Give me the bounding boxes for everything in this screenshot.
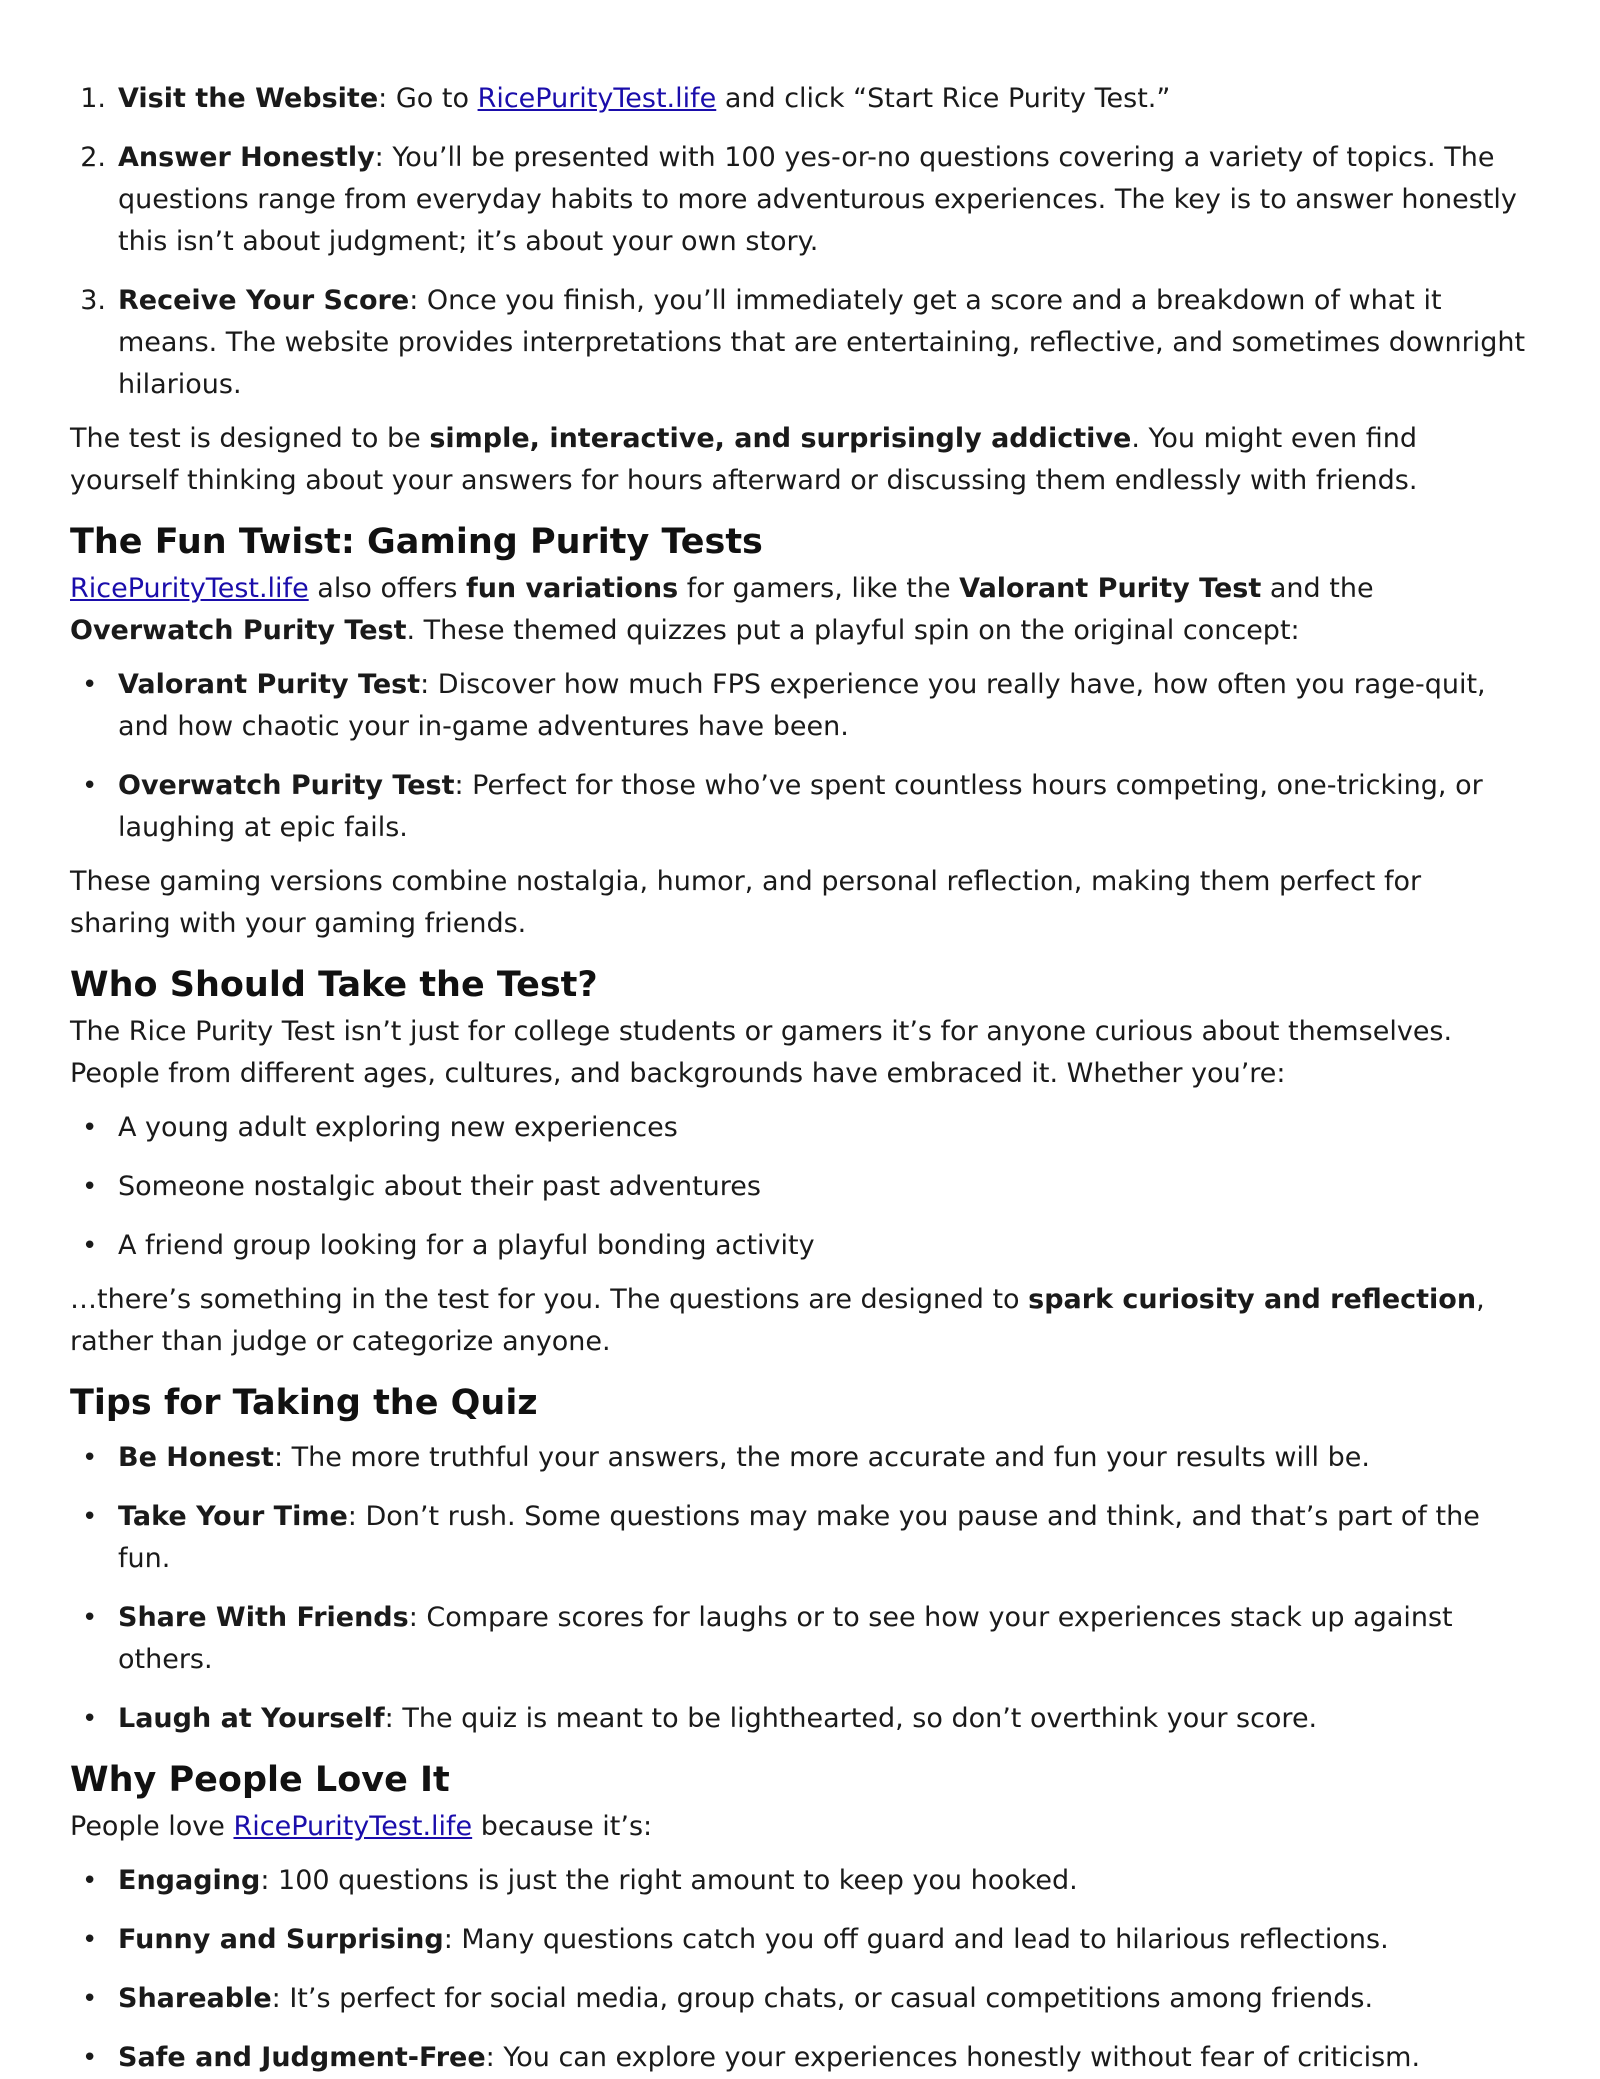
bullet-icon: • (82, 1502, 98, 1532)
para-text: also offers (308, 573, 466, 604)
gaming-outro: These gaming versions combine nostalgia, humor, and personal reflection, making them perfect for sharing with your gaming friends. (70, 866, 1422, 939)
list-item (70, 1698, 1530, 1740)
para-text: , rather than judge or categorize anyone. (70, 1284, 1485, 1357)
item-text: : Many questions catch you off guard and lead to hilarious reflections. (443, 1924, 1389, 1955)
list-item (70, 1107, 1530, 1149)
bullet-icon: • (82, 1113, 98, 1143)
bullet-icon: • (82, 1172, 98, 1202)
list-number: 2. (80, 142, 106, 173)
para-bold: Overwatch Purity Test (70, 615, 407, 646)
item-title: Laugh at Yourself (118, 1703, 385, 1734)
bullet-icon: • (82, 1231, 98, 1261)
steps-list (70, 78, 1530, 406)
para-text: . You might even find yourself thinking about your answers for hours afterward or discussing them endlessly with friends. (70, 423, 1418, 496)
item-text: : You can explore your experiences honestly without fear of criticism. (485, 2042, 1421, 2073)
site-link[interactable]: RicePurityTest.life (477, 83, 717, 114)
section-heading-tips: Tips for Taking the Quiz (70, 1383, 538, 1423)
list-item (70, 1978, 1530, 2020)
list-item (70, 2037, 1530, 2079)
site-link[interactable]: RicePurityTest.life (70, 573, 309, 604)
item-text: Someone nostalgic about their past adventures (118, 1171, 761, 1202)
list-item (70, 1919, 1530, 1961)
list-item (70, 280, 1530, 406)
who-intro: The Rice Purity Test isn’t just for college students or gamers it’s for anyone curious about themselves. People from different ages, cultures, and backgrounds have embraced it. Whether you’re: (70, 1016, 1453, 1089)
item-title: Valorant Purity Test (118, 669, 421, 700)
para-bold: fun variations (465, 573, 679, 604)
bullet-icon: • (82, 1866, 98, 1896)
tips-list (70, 1437, 1530, 1740)
love-list (70, 1860, 1530, 2079)
item-text: : It’s perfect for social media, group chats, or casual competitions among friends. (271, 1983, 1374, 2014)
para-text: because it’s: (472, 1811, 653, 1842)
list-item (70, 664, 1530, 748)
list-number: 3. (80, 285, 106, 316)
item-title: Visit the Website (118, 83, 379, 114)
bullet-icon: • (82, 1603, 98, 1633)
list-item (70, 1437, 1530, 1479)
list-item (70, 765, 1530, 849)
design-paragraph (70, 418, 1530, 502)
list-item (70, 1225, 1530, 1267)
item-text: A young adult exploring new experiences (118, 1112, 678, 1143)
item-title: Share With Friends (118, 1602, 409, 1633)
item-text: : Once you finish, you’ll immediately get a score and a breakdown of what it means. The website provides interpretations that are entertaining, reflective, and sometimes downright hilarious. (118, 285, 1526, 400)
who-outro (70, 1279, 1530, 1363)
item-title: Overwatch Purity Test (118, 770, 455, 801)
item-text: : The more truthful your answers, the more accurate and fun your results will be. (273, 1442, 1370, 1473)
para-text: …there’s something in the test for you. The questions are designed to (70, 1284, 1029, 1315)
item-text: : Perfect for those who’ve spent countless hours competing, one-tricking, or laughing at epic fails. (118, 770, 1483, 843)
item-title: Be Honest (118, 1442, 274, 1473)
item-text: : Don’t rush. Some questions may make you pause and think, and that’s part of the fun. (118, 1501, 1480, 1574)
item-title: Safe and Judgment-Free (118, 2042, 486, 2073)
bullet-icon: • (82, 2043, 98, 2073)
item-text: and click “Start Rice Purity Test.” (716, 83, 1171, 114)
bullet-icon: • (82, 1443, 98, 1473)
bullet-icon: • (82, 771, 98, 801)
who-list (70, 1107, 1530, 1267)
list-item (70, 1166, 1530, 1208)
item-text: : Discover how much FPS experience you really have, how often you rage-quit, and how chaotic your in-game adventures have been. (118, 669, 1486, 742)
para-text: People love (70, 1811, 234, 1842)
item-title: Answer Honestly (118, 142, 375, 173)
item-text: : You’ll be presented with 100 yes-or-no questions covering a variety of topics. The questions range from everyday habits to more adventurous experiences. The key is to answer honestly this isn’t about judgment; it’s about your own story. (118, 142, 1517, 257)
item-title: Receive Your Score (118, 285, 410, 316)
item-title: Take Your Time (118, 1501, 348, 1532)
bullet-icon: • (82, 1925, 98, 1955)
item-title: Shareable (118, 1983, 272, 2014)
para-bold: Valorant Purity Test (959, 573, 1262, 604)
item-text: : The quiz is meant to be lighthearted, so don’t overthink your score. (384, 1703, 1318, 1734)
item-title: Funny and Surprising (118, 1924, 444, 1955)
item-text: : Compare scores for laughs or to see how your experiences stack up against others. (118, 1602, 1453, 1675)
item-text: A friend group looking for a playful bonding activity (118, 1230, 815, 1261)
item-title: Engaging (118, 1865, 261, 1896)
section-heading-who: Who Should Take the Test? (70, 965, 598, 1005)
item-text: : Go to (378, 83, 478, 114)
para-text: and the (1261, 573, 1374, 604)
gaming-intro (70, 568, 1530, 652)
item-text: : 100 questions is just the right amount to keep you hooked. (260, 1865, 1078, 1896)
site-link[interactable]: RicePurityTest.life (233, 1811, 473, 1842)
list-item (70, 137, 1530, 263)
bullet-icon: • (82, 670, 98, 700)
para-text: . These themed quizzes put a playful spin on the original concept: (406, 615, 1300, 646)
para-bold: simple, interactive, and surprisingly addictive (429, 423, 1132, 454)
list-item (70, 1860, 1530, 1902)
love-intro (70, 1806, 1530, 1848)
bullet-icon: • (82, 1984, 98, 2014)
para-text: The test is designed to be (70, 423, 430, 454)
list-item (70, 1496, 1530, 1580)
list-number: 1. (80, 83, 106, 114)
bullet-icon: • (82, 1704, 98, 1734)
gaming-list (70, 664, 1530, 849)
para-bold: spark curiosity and reflection (1028, 1284, 1477, 1315)
list-item (70, 1597, 1530, 1681)
list-item (70, 78, 1530, 120)
para-text: for gamers, like the (678, 573, 960, 604)
section-heading-love: Why People Love It (70, 1760, 450, 1800)
section-heading-gaming: The Fun Twist: Gaming Purity Tests (70, 522, 763, 562)
